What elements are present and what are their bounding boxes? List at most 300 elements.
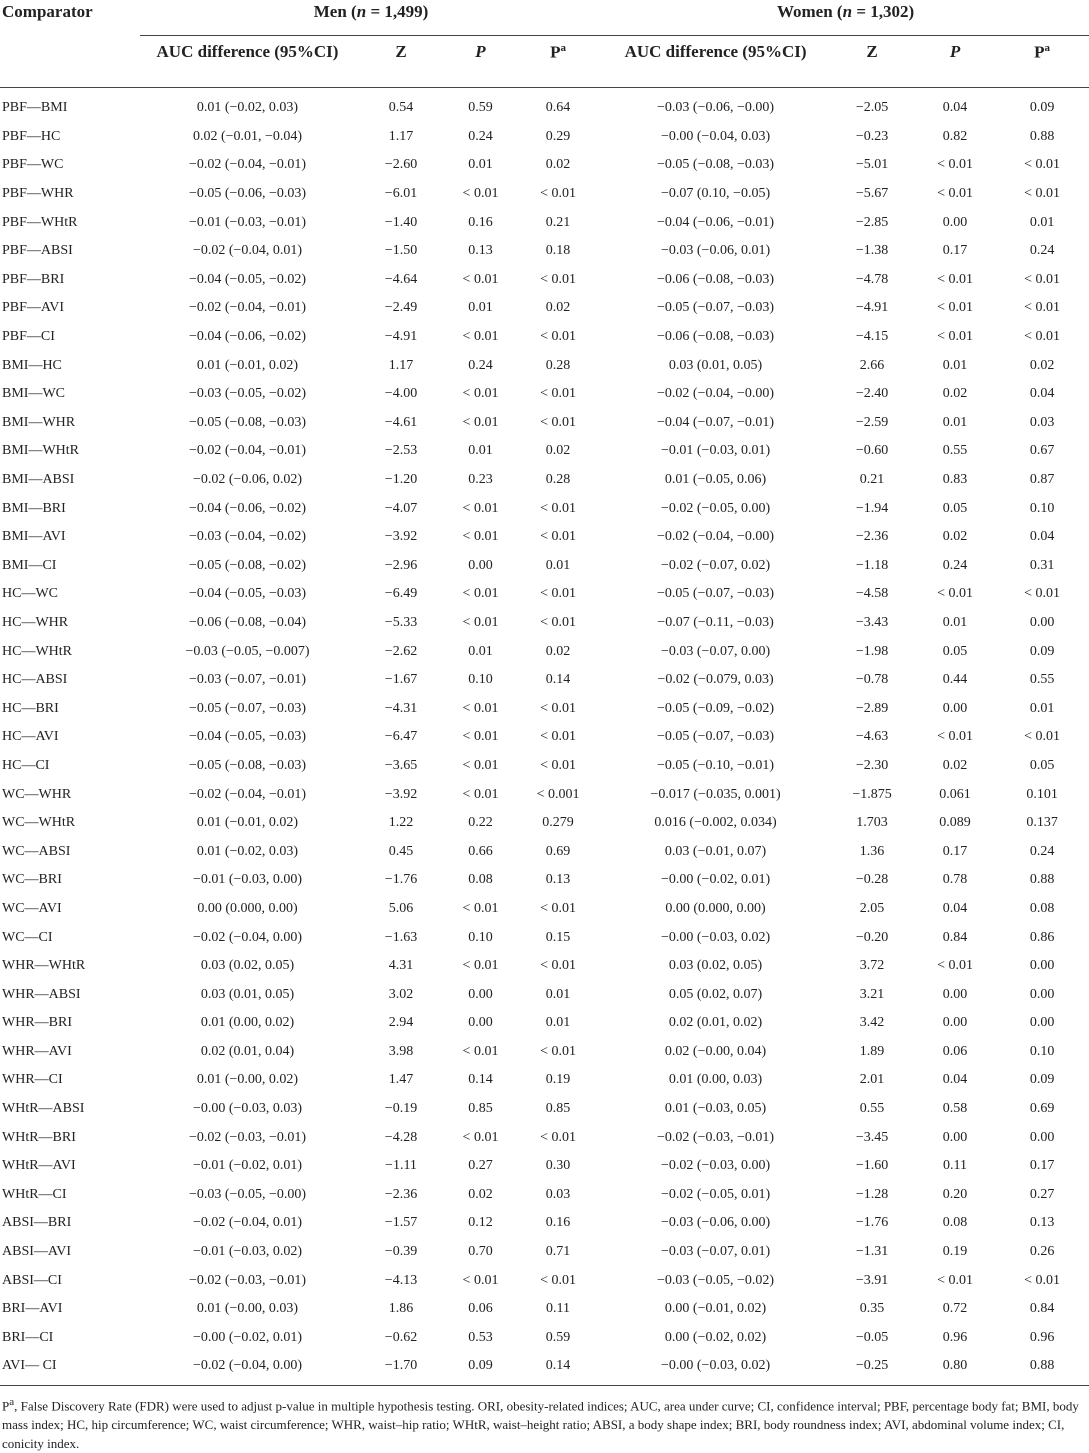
men-auc-cell: −0.02 (−0.04, 0.01)	[192, 243, 303, 259]
comparator-cell: WHR—BRI	[2, 1015, 72, 1031]
men-pa-cell: 0.21	[545, 214, 571, 230]
men-p-cell: < 0.01	[462, 529, 499, 545]
men-auc-cell: −0.00 (−0.02, 0.01)	[192, 1329, 303, 1345]
comparator-cell: HC—ABSI	[2, 672, 68, 688]
men-auc-cell: −0.02 (−0.04, 0.00)	[192, 1358, 303, 1374]
men-pa-cell: < 0.01	[540, 329, 576, 345]
men-p-cell: < 0.01	[462, 1043, 499, 1059]
table-row	[0, 723, 1089, 752]
men-z-cell: −4.31	[384, 700, 418, 716]
men-auc-cell: −0.05 (−0.06, −0.03)	[188, 186, 306, 202]
men-pa-cell: < 0.01	[540, 1043, 576, 1059]
comparator-cell: PBF—AVI	[2, 300, 64, 316]
men-pa-cell: < 0.01	[540, 700, 576, 716]
women-pa-cell: < 0.01	[1024, 729, 1061, 745]
women-p-cell: < 0.01	[937, 1272, 973, 1288]
women-p-cell: 0.05	[942, 500, 968, 516]
women-z-cell: −5.67	[855, 186, 889, 202]
women-z-cell: −4.78	[855, 271, 889, 287]
women-z-cell: −0.25	[855, 1358, 889, 1374]
comparator-cell: WC—CI	[2, 929, 53, 945]
men-z-cell: −4.61	[384, 414, 418, 430]
comparator-cell: ABSI—CI	[2, 1272, 62, 1288]
comparator-cell: WC—ABSI	[2, 843, 71, 859]
men-z-cell: −1.63	[384, 929, 418, 945]
women-z-cell: 3.42	[859, 1015, 885, 1031]
comparator-cell: HC—WHR	[2, 614, 69, 630]
women-auc-cell: −0.00 (−0.03, 0.02)	[660, 929, 771, 945]
women-p-cell: 0.04	[942, 1072, 968, 1088]
men-p-cell: < 0.01	[462, 786, 499, 802]
women-p-cell: < 0.01	[937, 729, 973, 745]
men-auc-cell: −0.04 (−0.05, −0.03)	[188, 729, 306, 745]
women-auc-cell: 0.00 (−0.02, 0.02)	[664, 1329, 767, 1345]
men-z-cell: −2.36	[384, 1186, 418, 1202]
women-auc-cell: −0.00 (−0.03, 0.02)	[660, 1358, 771, 1374]
men-z-cell: 5.06	[388, 900, 414, 916]
women-p-cell: 0.00	[942, 986, 968, 1002]
men-p-cell: 0.10	[468, 929, 493, 945]
women-z-cell: −2.40	[855, 386, 889, 402]
table-row	[0, 208, 1089, 237]
table-row	[0, 1095, 1089, 1124]
women-p-cell: < 0.01	[937, 271, 973, 287]
men-p-cell: 0.14	[468, 1072, 493, 1088]
men-pa-cell: 0.01	[545, 1015, 571, 1031]
table-footnote: $P^a$, False Discovery Rate (FDR) were used to adjust p-value in multiple hypothesis testing. ORI, obesity-related indices; AUC, area under curve; CI, confidence interval; PBF, percentage body fat; BMI, body mass index; HC, hip circumference; WC, waist circumference; WHR, waist–hip ratio; WHtR, waist–height ratio; ABSI, a body shape index; BRI, body roundness index; AVI, abdominal volume index; CI, conicity index.	[2, 1396, 1079, 1452]
comparator-cell: BMI—HC	[2, 357, 62, 373]
men-auc-cell: −0.02 (−0.06, 0.02)	[192, 472, 303, 488]
men-z-cell: −6.47	[384, 729, 418, 745]
men-auc-header: AUC difference (95%CI)	[140, 36, 355, 88]
men-pa-cell: 0.59	[545, 1329, 571, 1345]
women-p-cell: 0.24	[942, 557, 968, 573]
men-pa-cell: 0.02	[545, 300, 571, 316]
men-z-cell: −1.70	[384, 1358, 418, 1374]
table-row	[0, 351, 1089, 380]
men-p-cell: 0.01	[468, 643, 493, 659]
men-p-cell: 0.02	[468, 1186, 493, 1202]
men-z-cell: 1.47	[388, 1072, 414, 1088]
men-pa-cell: < 0.01	[540, 586, 576, 602]
table-row	[0, 1209, 1089, 1238]
women-z-cell: −4.91	[855, 300, 889, 316]
men-z-cell: −4.28	[384, 1129, 418, 1145]
women-pa-cell: < 0.01	[1024, 157, 1061, 173]
table-row	[0, 780, 1089, 809]
women-p-cell: < 0.01	[937, 958, 973, 974]
women-pa-cell: 0.01	[1029, 700, 1055, 716]
men-p-cell: 0.27	[468, 1158, 493, 1174]
women-p-cell: 0.83	[942, 472, 968, 488]
table-row	[0, 666, 1089, 695]
women-auc-cell: 0.03 (0.02, 0.05)	[668, 958, 763, 974]
men-p-cell: < 0.01	[462, 1272, 499, 1288]
table-row	[0, 380, 1089, 409]
men-pa-cell: 0.64	[545, 100, 571, 116]
comparator-cell: WC—WHtR	[2, 815, 76, 831]
women-pa-cell: 0.04	[1029, 529, 1055, 545]
table-row	[0, 552, 1089, 581]
women-pa-cell: 0.10	[1029, 500, 1055, 516]
men-z-cell: −3.92	[384, 529, 418, 545]
comparator-cell: BMI—WHtR	[2, 443, 79, 459]
women-z-cell: −2.85	[855, 214, 889, 230]
women-pa-cell: 0.17	[1029, 1158, 1055, 1174]
men-auc-cell: 0.03 (0.02, 0.05)	[200, 958, 295, 974]
men-p-cell: < 0.01	[462, 186, 499, 202]
women-pa-cell: 0.88	[1029, 1358, 1055, 1374]
men-z-cell: −5.33	[384, 614, 418, 630]
women-auc-cell: −0.03 (−0.06, 0.00)	[660, 1215, 771, 1231]
comparator-cell: PBF—CI	[2, 329, 55, 345]
women-pa-cell: 0.02	[1029, 357, 1055, 373]
women-z-cell: 2.05	[859, 900, 885, 916]
table-row	[0, 980, 1089, 1009]
women-z-cell: 0.55	[859, 1101, 885, 1117]
women-pa-cell: 0.08	[1029, 900, 1055, 916]
women-auc-cell: −0.07 (−0.11, −0.03)	[657, 614, 774, 630]
women-pa-cell: < 0.01	[1024, 271, 1061, 287]
comparator-cell: BRI—AVI	[2, 1301, 63, 1317]
men-group-header: Men (n = 1,499)	[140, 0, 602, 36]
women-pa-cell: 0.13	[1029, 1215, 1055, 1231]
women-z-cell: −4.15	[855, 329, 889, 345]
women-auc-cell: −0.03 (−0.06, 0.01)	[660, 243, 771, 259]
men-pa-cell: < 0.01	[540, 1272, 576, 1288]
women-auc-cell: 0.02 (0.01, 0.02)	[668, 1015, 763, 1031]
women-p-cell: 0.06	[942, 1043, 968, 1059]
men-z-cell: 1.86	[388, 1301, 414, 1317]
women-auc-cell: −0.02 (−0.04, −0.00)	[657, 386, 775, 402]
women-pa-cell: 0.24	[1029, 243, 1055, 259]
men-pa-cell: 0.02	[545, 157, 571, 173]
comparator-cell: PBF—WHR	[2, 186, 74, 202]
women-pa-header: $P^a$	[995, 36, 1089, 88]
men-z-cell: −1.40	[384, 214, 418, 230]
women-pa-cell: 0.10	[1029, 1043, 1055, 1059]
table-row	[0, 1238, 1089, 1267]
women-z-cell: −0.05	[855, 1329, 889, 1345]
comparator-cell: ABSI—BRI	[2, 1215, 72, 1231]
women-auc-cell: 0.01 (−0.05, 0.06)	[664, 472, 767, 488]
women-pa-cell: 0.55	[1029, 672, 1055, 688]
comparator-cell: BMI—BRI	[2, 500, 66, 516]
table-header	[0, 0, 1089, 88]
women-p-cell: 0.17	[942, 243, 968, 259]
comparator-cell: WHtR—CI	[2, 1186, 67, 1202]
men-p-cell: < 0.01	[462, 500, 499, 516]
women-p-cell: 0.80	[942, 1358, 968, 1374]
comparator-cell: PBF—HC	[2, 128, 61, 144]
women-auc-cell: −0.00 (−0.04, 0.03)	[660, 128, 771, 144]
women-auc-cell: −0.04 (−0.06, −0.01)	[657, 214, 775, 230]
men-auc-cell: −0.02 (−0.04, −0.01)	[188, 157, 306, 173]
men-pa-cell: 0.01	[545, 986, 571, 1002]
men-p-cell: 0.00	[468, 986, 493, 1002]
women-pa-cell: 0.00	[1029, 958, 1055, 974]
men-p-cell: 0.06	[468, 1301, 493, 1317]
women-p-cell: 0.01	[942, 357, 968, 373]
women-z-cell: 0.35	[859, 1301, 885, 1317]
table-row	[0, 466, 1089, 495]
table-row	[0, 494, 1089, 523]
men-p-cell: < 0.01	[462, 958, 499, 974]
men-z-cell: −3.65	[384, 757, 418, 773]
men-p-cell: 0.08	[468, 872, 493, 888]
women-z-cell: 3.72	[859, 958, 885, 974]
men-p-cell: < 0.01	[462, 329, 499, 345]
women-pa-cell: 0.09	[1029, 100, 1055, 116]
comparator-cell: BMI—ABSI	[2, 472, 75, 488]
women-auc-cell: 0.03 (−0.01, 0.07)	[664, 843, 767, 859]
women-p-cell: < 0.01	[937, 186, 973, 202]
men-z-cell: −0.39	[384, 1244, 418, 1260]
women-pa-cell: < 0.01	[1024, 586, 1061, 602]
comparator-cell: BMI—WC	[2, 386, 65, 402]
men-z-cell: 3.02	[388, 986, 414, 1002]
men-p-cell: 0.01	[468, 157, 493, 173]
women-p-cell: 0.00	[942, 214, 968, 230]
men-auc-cell: 0.01 (−0.00, 0.03)	[196, 1301, 299, 1317]
comparator-cell: BMI—AVI	[2, 529, 66, 545]
men-p-cell: < 0.01	[462, 271, 499, 287]
table-row	[0, 151, 1089, 180]
women-z-cell: −1.28	[855, 1186, 889, 1202]
men-pa-cell: < 0.01	[540, 271, 576, 287]
comparator-cell: PBF—ABSI	[2, 243, 73, 259]
women-z-cell: −0.23	[855, 128, 889, 144]
women-auc-cell: −0.02 (−0.03, −0.01)	[657, 1129, 775, 1145]
women-p-cell: 0.20	[942, 1186, 968, 1202]
women-pa-cell: < 0.01	[1024, 329, 1061, 345]
men-pa-cell: 0.14	[545, 1358, 571, 1374]
women-p-cell: 0.19	[942, 1244, 968, 1260]
comparator-cell: WC—BRI	[2, 872, 62, 888]
women-auc-cell: −0.02 (−0.079, 0.03)	[657, 672, 774, 688]
men-auc-cell: −0.02 (−0.04, 0.01)	[192, 1215, 303, 1231]
women-p-header: P	[915, 36, 995, 88]
men-p-header: P	[447, 36, 514, 88]
men-pa-cell: < 0.01	[540, 386, 576, 402]
table-row	[0, 1181, 1089, 1210]
men-auc-cell: −0.03 (−0.07, −0.01)	[188, 672, 306, 688]
men-p-cell: 0.53	[468, 1329, 493, 1345]
women-p-cell: 0.82	[942, 128, 968, 144]
comparator-cell: WC—AVI	[2, 900, 62, 916]
comparator-cell: WHtR—ABSI	[2, 1101, 85, 1117]
men-auc-cell: −0.00 (−0.03, 0.03)	[192, 1101, 303, 1117]
women-pa-cell: < 0.01	[1024, 300, 1061, 316]
men-z-cell: 0.45	[388, 843, 414, 859]
women-auc-cell: −0.04 (−0.07, −0.01)	[657, 414, 775, 430]
women-p-cell: 0.01	[942, 614, 968, 630]
women-pa-cell: 0.87	[1029, 472, 1055, 488]
men-pa-cell: < 0.01	[540, 529, 576, 545]
table-row	[0, 266, 1089, 295]
women-p-cell: 0.44	[942, 672, 968, 688]
table-row	[0, 637, 1089, 666]
women-z-cell: −4.63	[855, 729, 889, 745]
women-auc-cell: −0.02 (−0.05, 0.01)	[660, 1186, 771, 1202]
men-p-cell: < 0.01	[462, 586, 499, 602]
women-p-cell: 0.01	[942, 414, 968, 430]
women-p-cell: 0.04	[942, 900, 968, 916]
table-row	[0, 294, 1089, 323]
women-z-cell: −2.36	[855, 529, 889, 545]
men-pa-cell: 0.03	[545, 1186, 571, 1202]
women-z-cell: −4.58	[855, 586, 889, 602]
men-p-cell: 0.12	[468, 1215, 493, 1231]
women-p-cell: 0.061	[939, 786, 971, 802]
men-auc-cell: −0.04 (−0.05, −0.03)	[188, 586, 306, 602]
men-pa-cell: 0.18	[545, 243, 571, 259]
men-auc-cell: −0.04 (−0.06, −0.02)	[188, 329, 306, 345]
men-z-cell: −3.92	[384, 786, 418, 802]
women-auc-cell: −0.00 (−0.02, 0.01)	[660, 872, 771, 888]
men-p-cell: < 0.01	[462, 414, 499, 430]
women-z-cell: 1.703	[856, 815, 888, 831]
women-pa-cell: 0.09	[1029, 643, 1055, 659]
men-auc-cell: −0.02 (−0.04, 0.00)	[192, 929, 303, 945]
men-z-cell: −2.49	[384, 300, 418, 316]
women-p-cell: 0.58	[942, 1101, 968, 1117]
men-auc-cell: 0.01 (−0.02, 0.03)	[196, 843, 299, 859]
men-p-cell: 0.00	[468, 1015, 493, 1031]
women-group-header: Women (n = 1,302)	[602, 0, 1089, 36]
women-auc-cell: −0.05 (−0.08, −0.03)	[657, 157, 775, 173]
women-p-cell: 0.089	[939, 815, 971, 831]
men-auc-cell: 0.01 (−0.00, 0.02)	[196, 1072, 299, 1088]
women-p-cell: 0.11	[943, 1158, 968, 1174]
comparator-cell: PBF—BMI	[2, 100, 68, 116]
women-pa-cell: 0.00	[1029, 1015, 1055, 1031]
table-row	[0, 409, 1089, 438]
table-row	[0, 866, 1089, 895]
table-row	[0, 895, 1089, 924]
women-auc-cell: −0.02 (−0.07, 0.02)	[660, 557, 771, 573]
comparator-cell: ABSI—AVI	[2, 1244, 71, 1260]
women-z-cell: −0.78	[855, 672, 889, 688]
women-z-cell: −1.875	[852, 786, 892, 802]
men-z-cell: 3.98	[388, 1043, 414, 1059]
comparator-cell: HC—CI	[2, 757, 50, 773]
men-p-cell: 0.09	[468, 1358, 493, 1374]
men-auc-cell: −0.03 (−0.04, −0.02)	[188, 529, 306, 545]
men-z-cell: 1.17	[388, 128, 414, 144]
women-pa-cell: 0.04	[1029, 386, 1055, 402]
table-row	[0, 580, 1089, 609]
men-z-cell: −4.00	[384, 386, 418, 402]
men-auc-cell: −0.01 (−0.03, 0.02)	[192, 1244, 303, 1260]
men-p-cell: < 0.01	[462, 757, 499, 773]
men-pa-cell: < 0.01	[540, 500, 576, 516]
women-p-cell: 0.00	[942, 700, 968, 716]
men-auc-cell: 0.02 (−0.01, −0.04)	[192, 128, 303, 144]
women-z-cell: −1.31	[855, 1244, 889, 1260]
women-auc-cell: 0.05 (0.02, 0.07)	[668, 986, 763, 1002]
women-p-cell: 0.00	[942, 1129, 968, 1145]
women-pa-cell: 0.31	[1029, 557, 1055, 573]
women-p-cell: 0.08	[942, 1215, 968, 1231]
women-pa-cell: 0.26	[1029, 1244, 1055, 1260]
table-row	[0, 1009, 1089, 1038]
comparator-cell: PBF—WHtR	[2, 214, 78, 230]
women-auc-cell: 0.00 (0.000, 0.00)	[665, 900, 766, 916]
men-z-cell: 2.94	[388, 1015, 414, 1031]
men-p-cell: 0.01	[468, 300, 493, 316]
men-p-cell: < 0.01	[462, 700, 499, 716]
men-auc-cell: 0.01 (−0.01, 0.02)	[196, 357, 299, 373]
women-z-cell: 1.89	[859, 1043, 885, 1059]
women-z-cell: −0.60	[855, 443, 889, 459]
table-row	[0, 1352, 1089, 1385]
men-pa-cell: < 0.01	[540, 1129, 576, 1145]
table-row	[0, 323, 1089, 352]
women-auc-cell: 0.01 (0.00, 0.03)	[668, 1072, 763, 1088]
women-p-cell: < 0.01	[937, 300, 973, 316]
men-auc-cell: 0.01 (−0.01, 0.02)	[196, 815, 299, 831]
table-row	[0, 837, 1089, 866]
women-p-cell: 0.02	[942, 757, 968, 773]
women-pa-cell: 0.09	[1029, 1072, 1055, 1088]
women-auc-cell: 0.00 (−0.01, 0.02)	[664, 1301, 767, 1317]
men-z-cell: −1.67	[384, 672, 418, 688]
men-z-cell: −4.07	[384, 500, 418, 516]
table-row	[0, 1152, 1089, 1181]
table-row	[0, 123, 1089, 152]
table-row	[0, 1066, 1089, 1095]
men-pa-cell: 0.02	[545, 443, 571, 459]
men-z-cell: −2.53	[384, 443, 418, 459]
women-pa-cell: 0.137	[1026, 815, 1058, 831]
women-z-cell: −3.91	[855, 1272, 889, 1288]
women-auc-cell: 0.02 (−0.00, 0.04)	[664, 1043, 767, 1059]
women-pa-cell: 0.05	[1029, 757, 1055, 773]
women-auc-cell: −0.02 (−0.04, −0.00)	[657, 529, 775, 545]
women-p-cell: 0.55	[942, 443, 968, 459]
men-auc-cell: 0.00 (0.000, 0.00)	[197, 900, 298, 916]
men-z-cell: −4.13	[384, 1272, 418, 1288]
women-auc-cell: 0.016 (−0.002, 0.034)	[654, 815, 777, 831]
comparator-cell: BMI—WHR	[2, 414, 76, 430]
women-pa-cell: 0.00	[1029, 986, 1055, 1002]
women-p-cell: 0.78	[942, 872, 968, 888]
men-z-cell: −2.62	[384, 643, 418, 659]
men-p-cell: 0.13	[468, 243, 493, 259]
men-pa-cell: 0.71	[545, 1244, 571, 1260]
men-pa-cell: 0.13	[545, 872, 571, 888]
men-pa-cell: 0.279	[542, 815, 574, 831]
women-auc-cell: −0.05 (−0.07, −0.03)	[657, 300, 775, 316]
comparator-header: Comparator	[2, 2, 93, 21]
women-z-cell: −1.98	[855, 643, 889, 659]
table-row	[0, 88, 1089, 123]
women-auc-cell: −0.06 (−0.08, −0.03)	[657, 329, 775, 345]
women-pa-cell: 0.24	[1029, 843, 1055, 859]
women-z-cell: 3.21	[859, 986, 885, 1002]
table-row	[0, 437, 1089, 466]
men-p-cell: 0.00	[468, 557, 493, 573]
men-pa-cell: < 0.01	[540, 900, 576, 916]
women-p-cell: 0.02	[942, 529, 968, 545]
men-z-cell: −4.91	[384, 329, 418, 345]
men-auc-cell: 0.01 (−0.02, 0.03)	[196, 100, 299, 116]
women-p-cell: 0.02	[942, 386, 968, 402]
comparator-cell: WHR—WHtR	[2, 958, 86, 974]
comparator-cell: WHR—CI	[2, 1072, 63, 1088]
men-z-cell: 1.22	[388, 815, 414, 831]
